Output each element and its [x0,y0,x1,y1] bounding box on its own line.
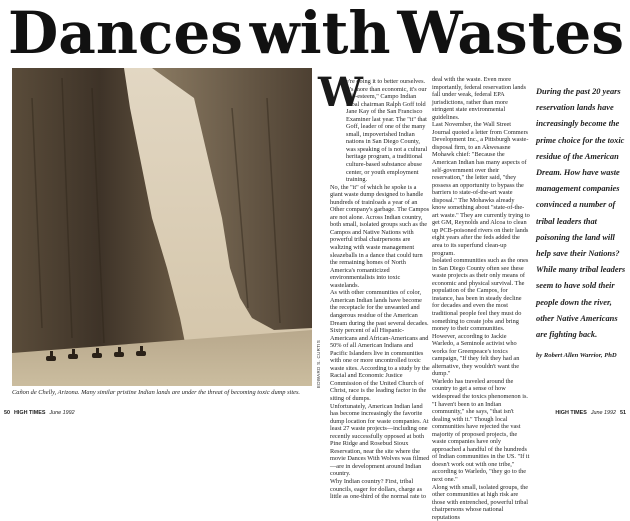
headline-word: with [249,0,391,67]
article-paragraph: Last November, the Wall Street Journal quoted a letter from Commers Development Inc., a Pittsburgh waste-disposal firm, to an Akwesasne Mohawk chief: "Because the American Indian has many aspects of self-government over their reservation," the letter said, "they possess an opportunity to bypass the barriers to state-of-the-art waste disposal." The Mohawks already know something about "state-of-the-art waste." They are currently trying to get GM, Reynolds and Alcoa to clean up PCB-poisoned rivers on their lands eight years after the feds added the area to its superfund clean-up program. [432,121,530,257]
headline-word: Wastes [397,0,624,67]
article-paragraph: As with other communities of color, American Indian lands have become the receptacle for the unwanted and dangerous residue of the American Dream during the past several decades. Sixty percent of all Hispanic-Americans and African-Americans and 50% of all American Indians and Pacific Islanders live in communities with one or more uncontrolled toxic waste sites. According to a study by the Racial and Economic Justice Commission of the United Church of Christ, race is the leading factor in the siting of dumps. [330,289,430,402]
drop-cap: W [318,69,363,116]
issue-date: June 1992 [590,410,616,416]
article-paragraph: e're doing it to better ourselves. It's more than economic, it's our self-esteem," Campo Indian tribal chairman Ralph Goff told Jane Kay of the San Francisco Examiner last year. The "it" that Goff, leader of one of the many small, impoverished Indian nations in San Diego County, was speaking of is not a cultural heritage program, a traditional culture-based substance abuse center, or youth employment training. [346,78,428,184]
issue-date: June 1992 [49,410,75,416]
article-paragraph: deal with the waste. Even more importantly, federal reservation lands fall under weak, federal EPA jurisdictions, rather than more stringent state environmental guidelines. [432,76,527,121]
article-paragraph: Unfortunately, American Indian land has become increasingly the favorite dump location for waste companies. At least 27 waste projects—including one recently successfully opposed at both Pine Ridge and Rosebud Sioux Reservation, near the site where the movie Dances With Wolves was filmed—are in development around Indian country. [330,402,430,478]
footer-left [4,408,75,418]
article-paragraph: No, the "it" of which he spoke is a giant waste dump designed to handle hundreds of trainloads a year of an Other company's garbage. The Campos are not alone. Across Indian country, both small, isolated groups such as the Campos and Native Nations with powerful tribal chairpersons are waltzing with waste management sleazeballs in a dance that could turn the remaining homes of North America's romanticized environmentalists into toxic wastelands. [330,183,430,289]
article-paragraph: Why Indian country? First, tribal councils, eager for dollars, charge as little as one-third of the normal rate to [330,477,426,501]
byline: by Robert Allen Warrior, PhD [536,352,617,359]
canyon-photo [12,68,312,386]
photo-credit: EDWARD S. CURTIS [316,340,321,389]
article-headline [0,0,630,67]
page-number: 51 [620,410,626,416]
headline-word: Dances [8,0,243,67]
photo-caption: Cañon de Chelly, Arizona. Many similar pristine Indian lands are under the threat of becoming toxic dump sites. [12,389,301,396]
article-column-1 [330,78,430,501]
article-paragraph: Isolated communities such as the ones in San Diego County often see these waste projects as their only means of economic and physical survival. The population of the Campos, for instance, has been in steady decline for decades and even the most traditional people feel they must do something to create jobs and bring money to their communities. However, according to Jackie Warledo, a Seminole activist who works for Greenpeace's toxics campaign, "If they felt they had an alternative, they wouldn't want the dump." [432,257,529,378]
article-paragraph: Along with small, isolated groups, the other communities at high risk are those with entrenched, powerful tribal chairpersons whose national reputations [432,483,529,521]
pull-quote: During the past 20 years reservation lands have increasingly become the prime choice for the toxic residue of the American Dream. How have waste management companies convinced a number of tribal leaders that poisoning the land will help save their Nations? While many tribal leaders seem to have sold their people down the river, other Native Americans are fighting back. [536,87,626,340]
footer-right [555,408,626,418]
page-number: 50 [4,410,10,416]
article-column-2 [432,76,530,521]
publication-name: HIGH TIMES [555,410,587,416]
article-paragraph: Warledo has traveled around the country to get a sense of how widespread the toxics phenomenon is. "I haven't been to an Indian community," she says, "that isn't dealing with it." Though local communities have rejected the vast majority of proposed projects, the waste companies have only approached a handful of the hundreds of Indian communities in the US. "If it doesn't work out with one tribe," according to Warledo, "they go to the next one." [432,377,530,483]
publication-name: HIGH TIMES [14,410,46,416]
